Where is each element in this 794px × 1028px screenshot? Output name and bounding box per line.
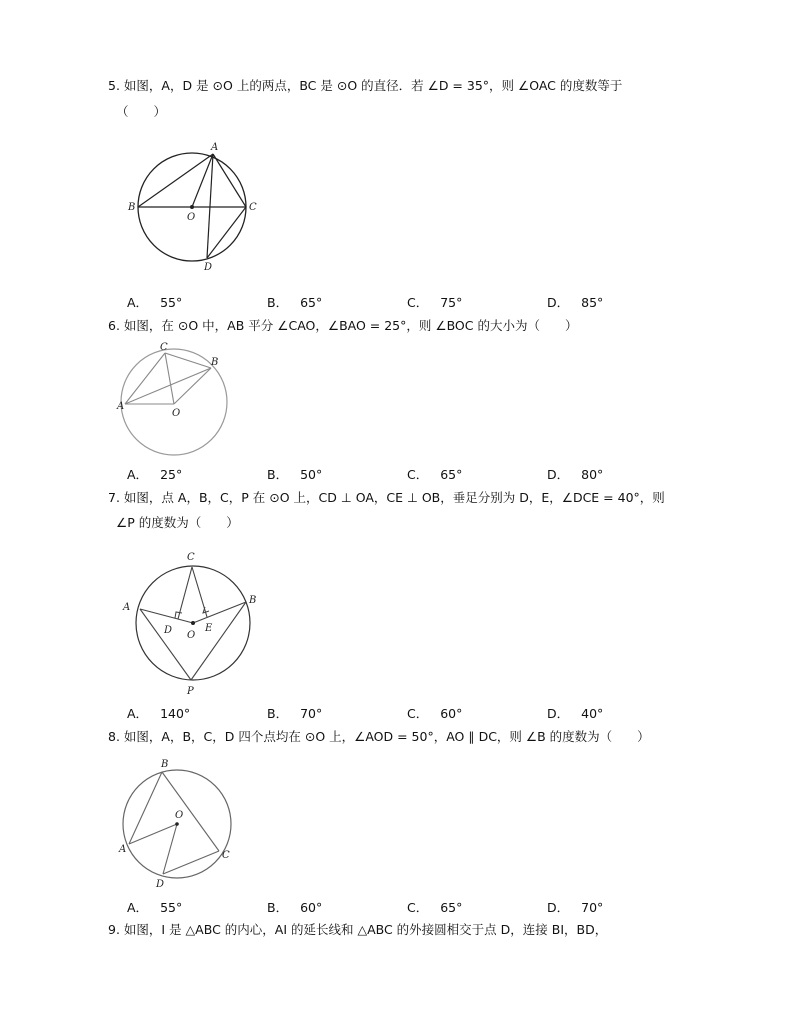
option-label: C． [407, 467, 429, 482]
label-o: O [187, 630, 196, 641]
option-label: D． [547, 467, 570, 482]
option-value: 80° [581, 467, 604, 482]
segment-cb [165, 353, 211, 368]
option-value: 65° [300, 295, 323, 310]
option-value: 50° [300, 467, 323, 482]
question-text: 如图，I 是 △ABC 的内心，AI 的延长线和 △ABC 的外接圆相交于点 D，连接 BI，BD， [123, 922, 608, 937]
label-o: O [172, 408, 181, 419]
option-a[interactable] [127, 900, 182, 916]
option-value: 65° [440, 467, 463, 482]
label-a: A [123, 602, 131, 613]
question-5-figure [125, 140, 265, 280]
option-d[interactable] [547, 467, 603, 483]
option-label: D． [547, 706, 570, 721]
segment-ap [140, 609, 191, 680]
segment-od [163, 824, 177, 874]
segment-ab [129, 772, 162, 844]
option-label: A． [127, 900, 149, 915]
question-5-line-1 [108, 78, 622, 94]
option-d[interactable] [547, 295, 603, 311]
option-value: 60° [300, 900, 323, 915]
segment-bo [174, 368, 211, 404]
label-o: O [175, 810, 184, 821]
option-b[interactable] [267, 900, 322, 916]
option-label: A． [127, 295, 149, 310]
question-6-figure [115, 340, 245, 460]
question-number: 7. [108, 490, 120, 505]
question-number: 6. [108, 318, 120, 333]
question-5-line-2: （ ） [116, 104, 167, 119]
center-point [175, 822, 179, 826]
option-value: 55° [160, 900, 183, 915]
option-value: 65° [440, 900, 463, 915]
segment-ab [125, 368, 211, 404]
label-o: O [187, 212, 196, 223]
segment-co [165, 353, 174, 404]
label-b: B [161, 759, 169, 770]
label-a: A [117, 401, 125, 412]
option-d[interactable] [547, 900, 603, 916]
segment-dc [163, 851, 219, 874]
option-label: D． [547, 295, 570, 310]
option-b[interactable] [267, 467, 322, 483]
option-a[interactable] [127, 295, 182, 311]
label-a: A [119, 844, 127, 855]
question-text: 如图，A，D 是 ⊙O 上的两点，BC 是 ⊙O 的直径．若 ∠D = 35°，则 ∠OAC 的度数等于 [123, 78, 623, 93]
option-a[interactable] [127, 706, 190, 722]
question-number: 5. [108, 78, 120, 93]
segment-bp [191, 602, 246, 680]
option-b[interactable] [267, 706, 322, 722]
question-6-line-1 [108, 318, 577, 334]
question-text: 如图，在 ⊙O 中，AB 平分 ∠CAO，∠BAO = 25°，则 ∠BOC 的大小为（ ） [123, 318, 578, 333]
option-label: B． [267, 467, 289, 482]
option-value: 55° [160, 295, 183, 310]
option-value: 40° [581, 706, 604, 721]
option-value: 85° [581, 295, 604, 310]
option-value: 60° [440, 706, 463, 721]
option-c[interactable] [407, 900, 462, 916]
segment-ad [207, 154, 213, 258]
option-label: C． [407, 706, 429, 721]
center-point [190, 205, 194, 209]
option-c[interactable] [407, 295, 462, 311]
question-text: 如图，点 A，B，C，P 在 ⊙O 上，CD ⊥ OA，CE ⊥ OB，垂足分别为 D，E，∠DCE = 40°，则 [123, 490, 665, 505]
option-c[interactable] [407, 467, 462, 483]
question-number: 9. [108, 922, 120, 937]
option-label: B． [267, 706, 289, 721]
label-b: B [249, 595, 257, 606]
segment-ac [125, 353, 165, 404]
question-8-line-1 [108, 729, 650, 745]
question-7-figure [120, 545, 270, 700]
label-d: D [164, 625, 173, 636]
question-text: 如图，A，B，C，D 四个点均在 ⊙O 上，∠AOD = 50°，AO ∥ DC，则 ∠B 的度数为（ ） [123, 729, 650, 744]
option-a[interactable] [127, 467, 182, 483]
label-e: E [205, 623, 213, 634]
question-9-line-1 [108, 922, 607, 938]
label-b: B [128, 202, 136, 213]
option-value: 25° [160, 467, 183, 482]
option-label: C． [407, 295, 429, 310]
option-value: 70° [581, 900, 604, 915]
center-point [191, 621, 195, 625]
label-d: D [156, 879, 165, 890]
option-label: A． [127, 706, 149, 721]
segment-ac [213, 154, 246, 207]
option-value: 70° [300, 706, 323, 721]
label-c: C [222, 850, 230, 861]
segment-ab [138, 154, 213, 207]
question-8-figure [115, 758, 250, 893]
option-label: A． [127, 467, 149, 482]
segment-cd [178, 567, 192, 619]
label-c: C [249, 202, 257, 213]
question-7-line-1 [108, 490, 665, 506]
option-d[interactable] [547, 706, 603, 722]
label-p: P [187, 686, 194, 697]
option-label: C． [407, 900, 429, 915]
label-b: B [211, 357, 219, 368]
option-b[interactable] [267, 295, 322, 311]
label-a: A [211, 142, 219, 153]
label-c: C [160, 342, 168, 353]
option-c[interactable] [407, 706, 462, 722]
option-label: D． [547, 900, 570, 915]
label-d: D [204, 262, 213, 273]
question-7-line-2: ∠P 的度数为（ ） [116, 515, 239, 530]
segment-ce [192, 567, 207, 617]
option-value: 140° [160, 706, 191, 721]
option-label: B． [267, 295, 289, 310]
option-label: B． [267, 900, 289, 915]
label-c: C [187, 552, 195, 563]
segment-bc [162, 772, 219, 851]
option-value: 75° [440, 295, 463, 310]
question-number: 8. [108, 729, 120, 744]
